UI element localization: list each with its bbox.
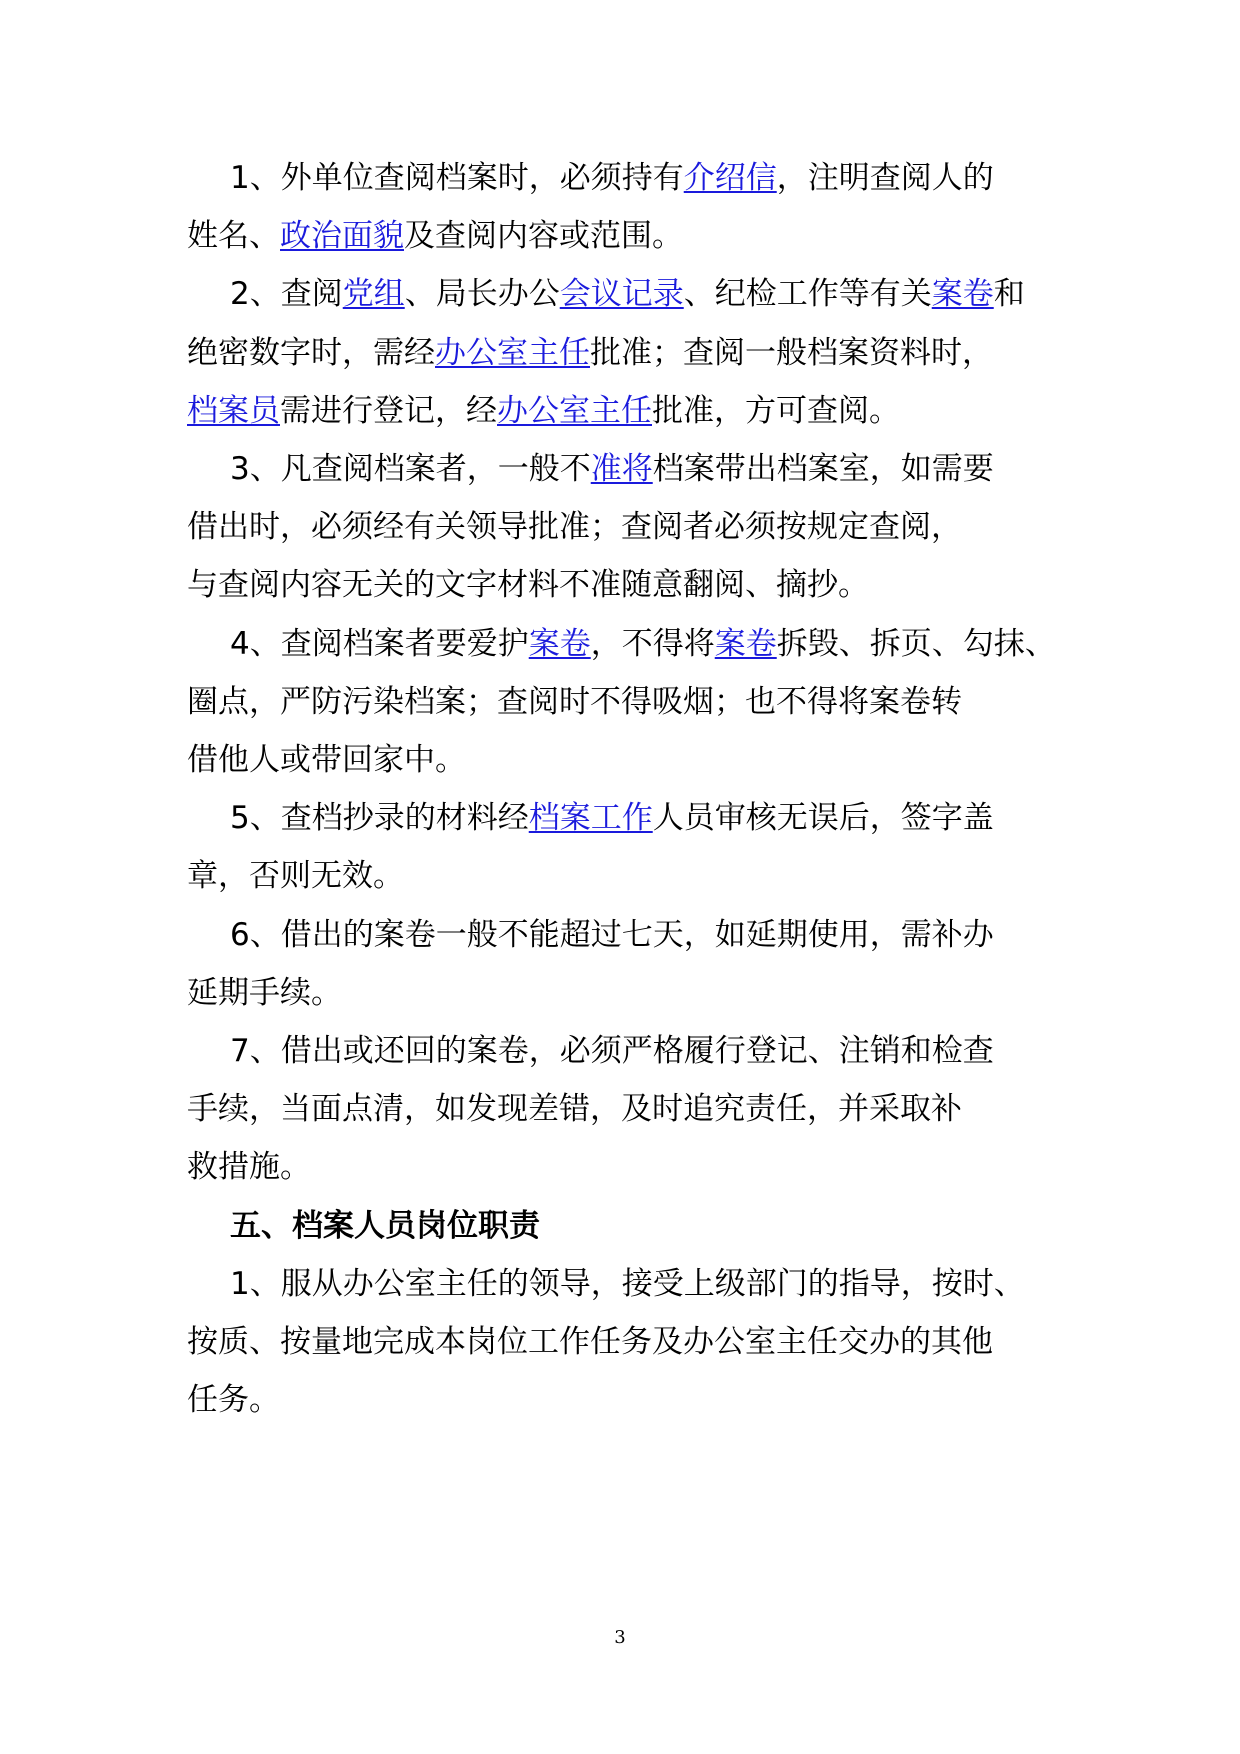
text-segment: ，不得将 [590, 626, 715, 662]
text-line [187, 216, 683, 256]
text-segment: 、纪检工作等有关 [683, 276, 932, 312]
text-segment: 拆毁、拆页、勾抹、 [776, 626, 1056, 662]
text-line [230, 1264, 1025, 1304]
hyperlink[interactable]: 案卷 [931, 276, 994, 312]
text-segment: ，注明查阅人的 [776, 160, 994, 196]
hyperlink[interactable]: 会议记录 [559, 276, 684, 312]
text-segment: 借他人或带回家中。 [187, 742, 466, 778]
text-segment: 2、查阅 [230, 276, 343, 312]
text-line [187, 740, 466, 780]
hyperlink[interactable]: 准将 [590, 451, 653, 487]
text-segment: 任务。 [187, 1382, 280, 1418]
text-line [230, 1031, 994, 1071]
text-line [187, 1147, 311, 1187]
hyperlink[interactable]: 档案工作 [528, 800, 653, 836]
text-line [230, 449, 994, 489]
text-segment: 7、借出或还回的案卷，必须严格履行登记、注销和检查 [230, 1033, 994, 1069]
hyperlink[interactable]: 案卷 [714, 626, 777, 662]
text-segment: 批准，方可查阅。 [652, 393, 900, 429]
text-segment: 五、档案人员岗位职责 [230, 1208, 540, 1244]
text-line [187, 682, 962, 722]
text-segment: 与查阅内容无关的文字材料不准随意翻阅、摘抄。 [187, 567, 869, 603]
hyperlink[interactable]: 档案员 [187, 393, 280, 429]
text-segment: 批准；查阅一般档案资料时， [590, 335, 993, 371]
hyperlink[interactable]: 办公室主任 [497, 393, 652, 429]
text-segment: 5、查档抄录的材料经 [230, 800, 529, 836]
text-segment: 姓名、 [187, 218, 280, 254]
hyperlink[interactable]: 介绍信 [683, 160, 777, 196]
text-segment: 章，否则无效。 [187, 858, 404, 894]
text-segment: 1、外单位查阅档案时，必须持有 [230, 160, 684, 196]
text-segment: 延期手续。 [187, 975, 342, 1011]
text-line [187, 507, 962, 547]
text-segment: 档案带出档案室，如需要 [652, 451, 994, 487]
text-segment: 6、借出的案卷一般不能超过七天，如延期使用，需补办 [230, 917, 994, 953]
hyperlink[interactable]: 案卷 [528, 626, 591, 662]
text-line [230, 798, 994, 838]
text-segment: 3、凡查阅档案者，一般不 [230, 451, 591, 487]
text-line [187, 565, 869, 605]
hyperlink[interactable]: 党组 [342, 276, 405, 312]
hyperlink[interactable]: 办公室主任 [435, 335, 590, 371]
text-line [187, 333, 993, 373]
text-line [187, 1322, 993, 1362]
hyperlink[interactable]: 政治面貌 [280, 218, 404, 254]
text-segment: 按质、按量地完成本岗位工作任务及办公室主任交办的其他 [187, 1324, 993, 1360]
text-line [230, 624, 1056, 664]
text-segment: 及查阅内容或范围。 [404, 218, 683, 254]
text-line [187, 391, 900, 431]
text-line [187, 1089, 962, 1129]
section-heading [230, 1206, 540, 1246]
text-line [187, 856, 404, 896]
text-segment: 、局长办公 [404, 276, 560, 312]
text-line [187, 973, 342, 1013]
text-segment: 4、查阅档案者要爱护 [230, 626, 529, 662]
text-segment: 和 [993, 276, 1025, 312]
text-line [230, 915, 994, 955]
text-line [230, 158, 994, 198]
text-segment: 绝密数字时，需经 [187, 335, 435, 371]
text-segment: 借出时，必须经有关领导批准；查阅者必须按规定查阅， [187, 509, 962, 545]
text-line [230, 274, 1025, 314]
page-number: 3 [614, 1627, 626, 1648]
text-line [187, 1380, 280, 1420]
text-segment: 圈点，严防污染档案；查阅时不得吸烟；也不得将案卷转 [187, 684, 962, 720]
text-segment: 1、服从办公室主任的领导，接受上级部门的指导，按时、 [230, 1266, 1025, 1302]
text-segment: 需进行登记，经 [280, 393, 497, 429]
text-segment: 救措施。 [187, 1149, 311, 1185]
text-segment: 人员审核无误后，签字盖 [652, 800, 994, 836]
text-segment: 手续，当面点清，如发现差错，及时追究责任，并采取补 [187, 1091, 962, 1127]
